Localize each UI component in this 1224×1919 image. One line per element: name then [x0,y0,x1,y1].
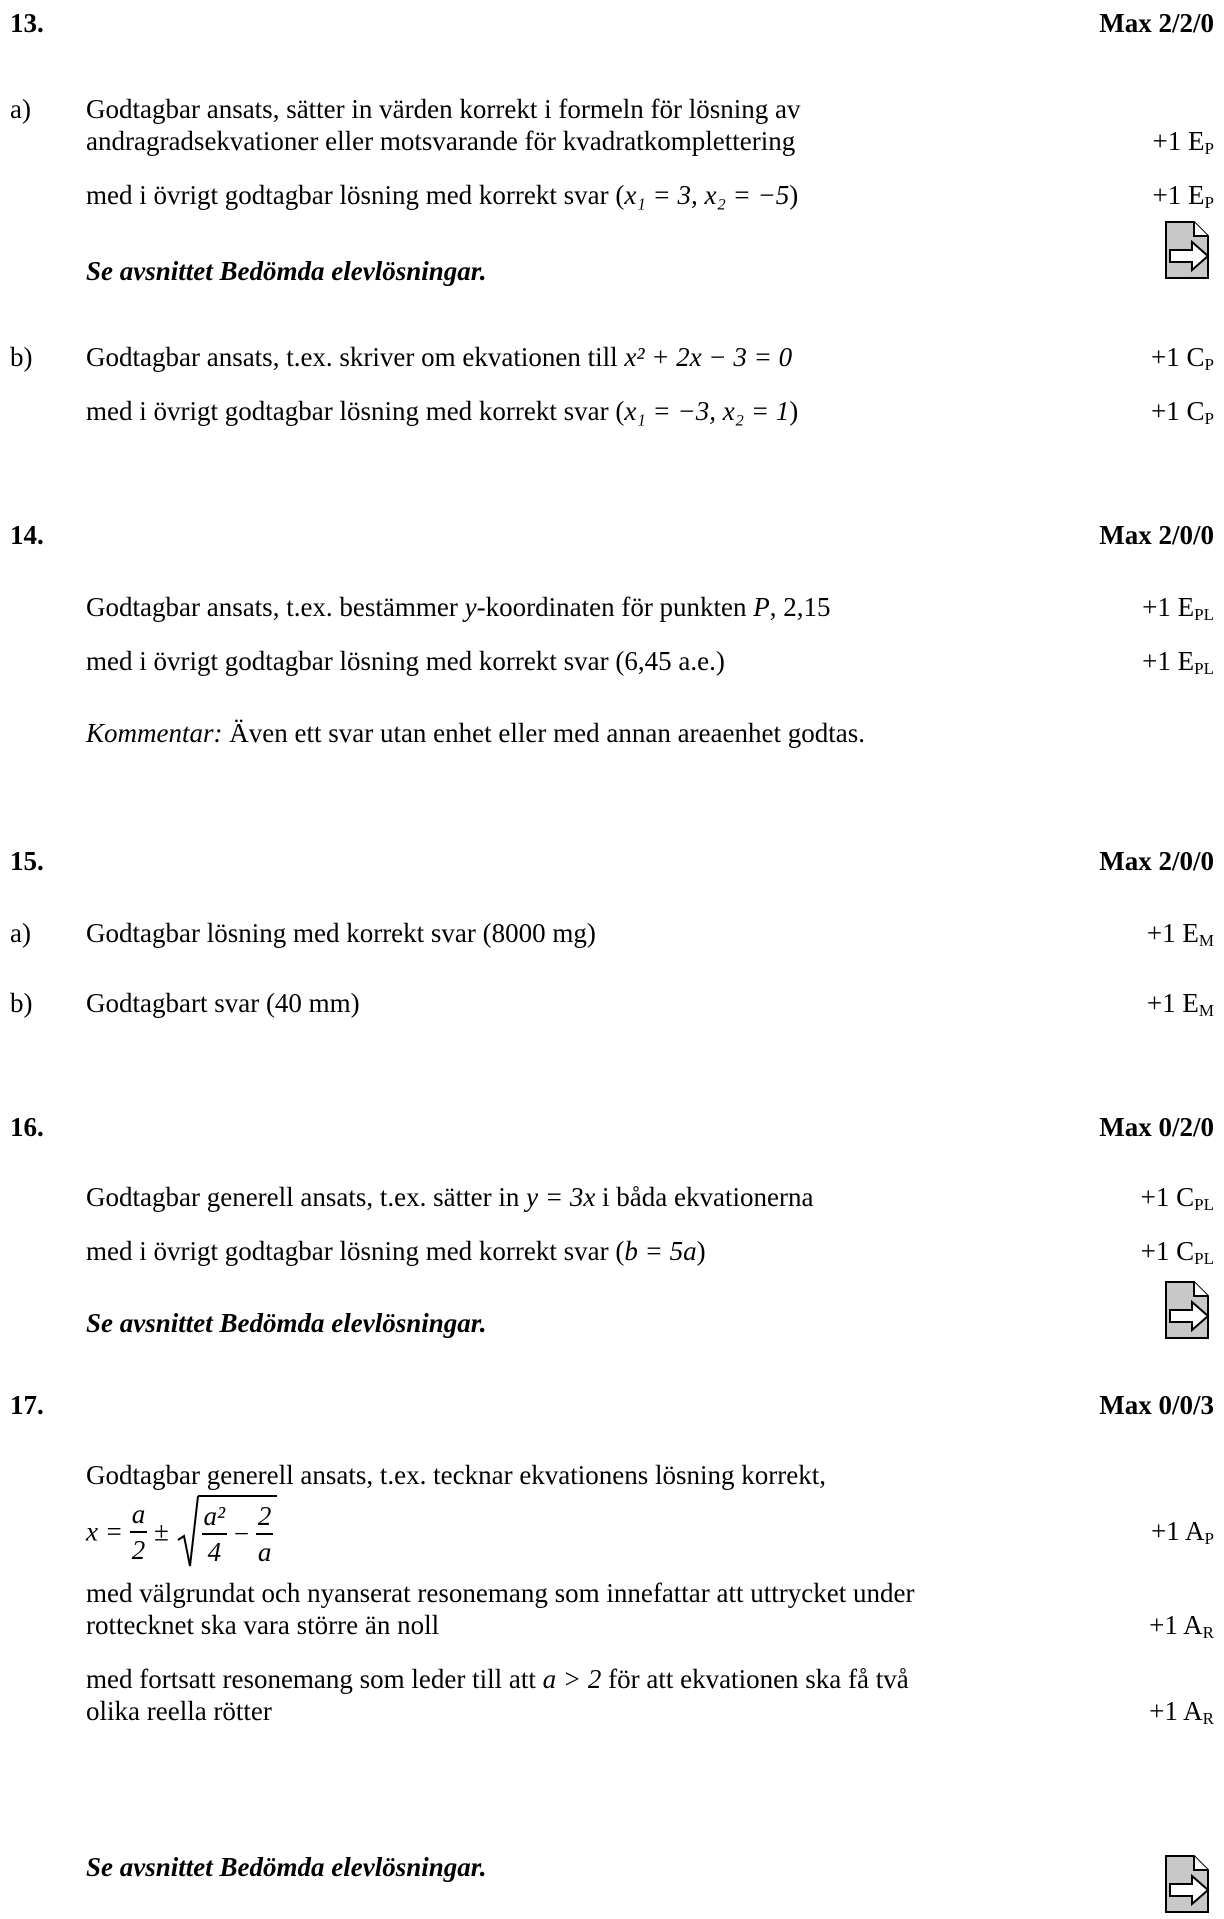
q13a-line2: andragradsekvationer eller motsvarande för kvadratkomplettering [86,126,796,156]
fraction-2-over-a: $\frac{2}{a}$ [257,1501,272,1567]
q13b-answer-math: x₁ = −3, x₂ = 1 [624,396,790,426]
q15-max-score: Max 2/0/0 [1099,846,1214,876]
q13a-line3: med i övrigt godtagbar lösning med korrekt svar (x₁ = 3, x₂ = −5) [86,180,799,210]
radical-sign-icon [176,1494,200,1570]
fraction-a-over-2: $\frac{a}{2}$ [131,1499,146,1565]
q14-line1: Godtagbar ansats, t.ex. bestämmer y-koordinaten för punkten P, 2,15 [86,592,831,622]
q13b-points-1: +1 $C_P$ [1151,342,1214,374]
q17-line2b: rottecknet ska vara större än noll [86,1610,440,1640]
q15a-text: Godtagbar lösning med korrekt svar (8000 mg) [86,918,596,948]
q17-condition-math: a > 2 [542,1664,602,1694]
fraction-a-squared-over-4: $\frac{\text{a²}}{4}$ [203,1501,226,1567]
q13b-equation-math: x² + 2x − 3 = 0 [624,342,793,372]
q17-line3b: olika reella rötter [86,1696,272,1726]
q14-comment: Kommentar: Även ett svar utan enhet eller med annan areaenhet godtas. [86,718,865,748]
q17-number: 17. [10,1390,44,1420]
q17-line2a: med välgrundat och nyanserat resonemang som innefattar att uttrycket under [86,1578,915,1608]
q13b-line1: Godtagbar ansats, t.ex. skriver om ekvationen till x² + 2x − 3 = 0 [86,342,793,372]
q16-points-2: +1 $C_{PL}$ [1140,1236,1214,1268]
q13b-points-2: +1 $C_P$ [1151,396,1214,428]
document-arrow-icon [1164,220,1210,280]
q14-number: 14. [10,520,44,550]
q15-number: 15. [10,846,44,876]
q14-line2: med i övrigt godtagbar lösning med korrekt svar (6,45 a.e.) [86,646,725,676]
document-arrow-icon [1164,1854,1210,1914]
q17-see-section: Se avsnittet Bedömda elevlösningar. [86,1852,487,1882]
q13a-points-2: +1 $E_P$ [1152,180,1214,212]
q16-line1: Godtagbar generell ansats, t.ex. sätter in y = 3x i båda ekvationerna [86,1182,814,1212]
q17-line1: Godtagbar generell ansats, t.ex. tecknar ekvationens lösning korrekt, [86,1460,827,1490]
q16-substitution-math: y = 3x [526,1182,596,1212]
q13b-label: b) [10,342,33,372]
q14-points-2: +1 $E_{PL}$ [1142,646,1214,678]
q16-answer-math: b = 5a [624,1236,697,1266]
q16-max-score: Max 0/2/0 [1099,1112,1214,1142]
q14-points-1: +1 $E_{PL}$ [1142,592,1214,624]
q13a-answer-math: x₁ = 3, x₂ = −5 [624,180,790,210]
q15b-points: +1 $E_M$ [1146,988,1214,1020]
q17-formula: x = $\frac{a}{2}$ ± $\frac{\text{a²}}{4}$ − $\frac{2}{a}$ [86,1494,277,1570]
q15a-label: a) [10,918,31,948]
q14-max-score: Max 2/0/0 [1099,520,1214,550]
q13a-label: a) [10,94,31,124]
q17-points-1: +1 $A_P$ [1151,1516,1214,1548]
q15b-label: b) [10,988,33,1018]
q13a-line1: Godtagbar ansats, sätter in värden korrekt i formeln för lösning av [86,94,801,124]
q17-max-score: Max 0/0/3 [1099,1390,1214,1420]
q13-max-score: Max 2/2/0 [1099,8,1214,38]
q13a-points-1: +1 $E_P$ [1152,126,1214,158]
q17-points-3: +1 $A_R$ [1149,1696,1214,1728]
q16-line2: med i övrigt godtagbar lösning med korrekt svar (b = 5a) [86,1236,706,1266]
q13-number: 13. [10,8,44,38]
q17-line3a: med fortsatt resonemang som leder till att a > 2 för att ekvationen ska få två [86,1664,909,1694]
q15b-text: Godtagbart svar (40 mm) [86,988,360,1018]
q16-number: 16. [10,1112,44,1142]
document-arrow-icon [1164,1280,1210,1340]
square-root: $\frac{\text{a²}}{4}$ − $\frac{2}{a}$ [176,1494,278,1570]
q16-points-1: +1 $C_{PL}$ [1140,1182,1214,1214]
q17-points-2: +1 $A_R$ [1149,1610,1214,1642]
q15a-points: +1 $E_M$ [1146,918,1214,950]
q13-see-section: Se avsnittet Bedömda elevlösningar. [86,256,487,286]
q16-see-section: Se avsnittet Bedömda elevlösningar. [86,1308,487,1338]
q13b-line2: med i övrigt godtagbar lösning med korrekt svar (x₁ = −3, x₂ = 1) [86,396,799,426]
